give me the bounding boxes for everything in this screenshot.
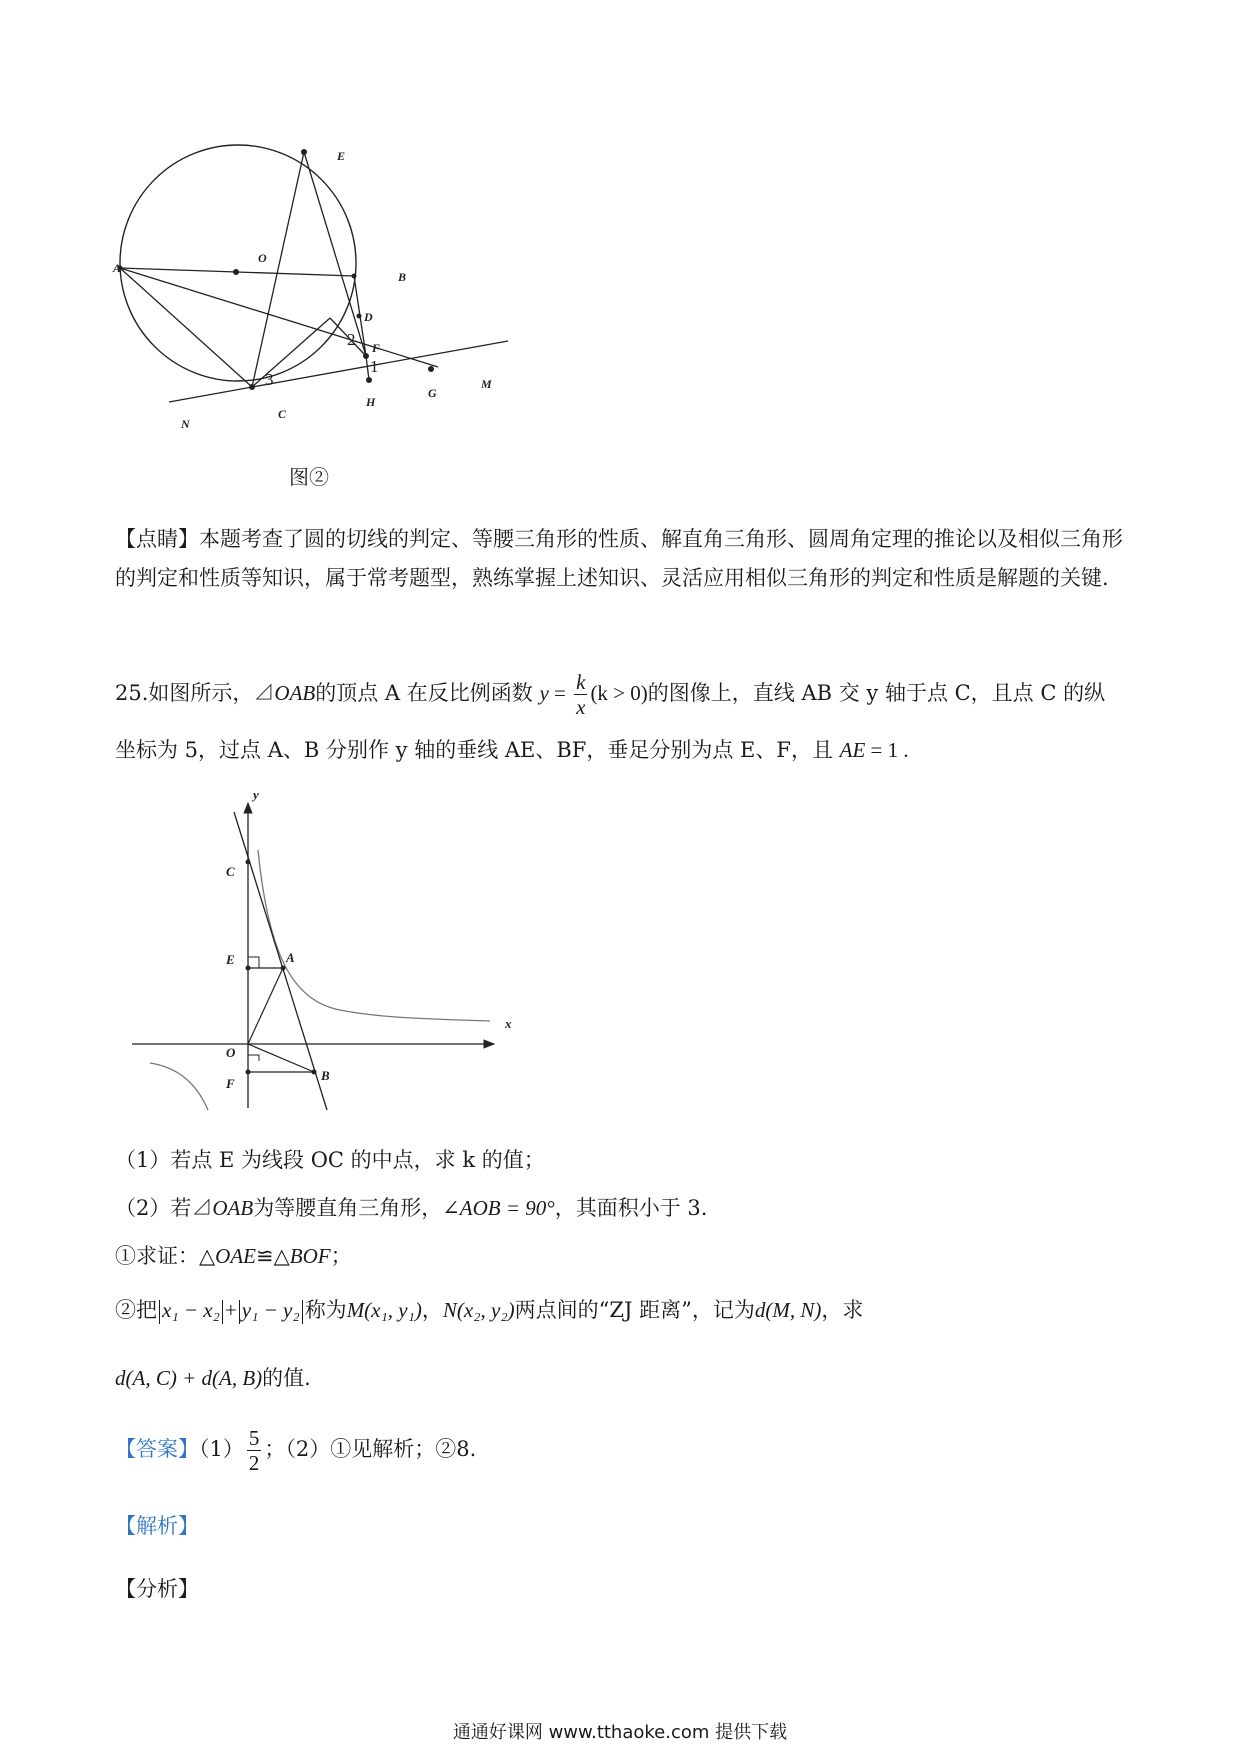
graph-label-c: C [226,864,235,879]
label-c: C [278,407,287,421]
label-m: M [481,377,492,391]
sub2-text-d: 两点间的“ZJ 距离”，记为 [514,1298,755,1322]
sub1-congruent: ≌ [255,1244,274,1268]
q25-line1 [115,670,1105,719]
sub1-text-b: ； [330,1244,352,1268]
sub1-bof: BOF [289,1244,331,1268]
dianjing-text: 本题考查了圆的切线的判定、等腰三角形的性质、解直角三角形、圆周角定理的推论以及相似三角形的判定和性质等知识，属于常考题型，熟练掌握上述知识、灵活应用相似三角形的判定和性质是解题的关键. [115,527,1123,590]
answer-part2: ；（2）①见解析；②8. [264,1437,477,1461]
q25-ae-value: = 1 . [865,738,909,762]
label-h: H [366,395,376,409]
sub2-expression: d(A, C) + d(A, B) [115,1366,263,1390]
part-2-sub-2-line2 [115,1362,311,1392]
part2-text-b: 为等腰直角三角形， [253,1196,443,1220]
part-2-sub-2 [115,1294,863,1324]
q25-func-y: y [539,681,549,705]
sub2-dmn: d(M, N) [754,1298,822,1322]
q25-text2: 的图像上，直线 AB 交 y 轴于点 C，且点 C 的纵 [647,681,1106,705]
label-n: N [181,417,190,431]
part2-tri-symbol: ⊿ [191,1196,213,1220]
right-angle-o [248,1055,259,1061]
axis-label-y: y [253,787,259,802]
part-1: （1）若点 E 为线段 OC 的中点，求 k 的值； [115,1148,545,1172]
part-2 [115,1192,707,1222]
label-o: O [258,251,267,265]
answer-fraction [247,1426,262,1475]
answer-part1: （1） [199,1437,244,1461]
segment-oa [248,968,283,1044]
q25-cond: (k > 0) [590,681,648,705]
sub2-text-c: ， [421,1298,443,1322]
answer-frac-num: 5 [248,1426,260,1450]
q25-lead: 25.如图所示， [115,681,254,705]
part-2-sub-1 [115,1240,352,1270]
q25-text1: 的顶点 A 在反比例函数 [315,681,533,705]
sub2-text-f: 的值. [262,1366,311,1390]
sub1-triangle-2: △ [273,1244,290,1268]
part2-angle: ∠AOB = 90° [442,1196,555,1220]
figure-circle-geometry [100,130,520,470]
graph-label-o: O [226,1045,236,1060]
sub2-point-m: M(x₁, y₁) [346,1298,422,1322]
sub1-text-a: ①求证： [115,1244,199,1268]
label-a: A [113,261,122,275]
sub1-triangle-1: △ [199,1244,216,1268]
graph-label-e: E [226,952,235,967]
segment-ob [248,1044,314,1072]
sub2-text-e: ，求 [821,1298,864,1322]
label-g: G [428,386,437,400]
label-b: B [398,270,407,284]
sub1-oae: OAE [215,1244,256,1268]
q25-line2-text: 坐标为 5，过点 A、B 分别作 y 轴的垂线 AE、BF，垂足分别为点 E、F，且 [115,738,833,762]
circle-o [120,145,356,381]
jiexi-heading: 【解析】 [115,1514,199,1538]
part2-text-a: （2）若 [115,1196,192,1220]
answer-frac-den: 2 [248,1451,260,1475]
sub2-abs-2: y₁ − y₂ [241,1298,300,1322]
q25-frac-num: k [576,670,586,694]
label-f: F [372,341,381,355]
q25-line2 [115,734,909,764]
sub2-abs-1: x₁ − x₂ [162,1298,220,1322]
dianjing-tag: 【点睛】 [115,527,199,551]
part2-tri-name: OAB [212,1196,254,1220]
q25-ae: AE [839,738,866,762]
graph-label-f: F [226,1076,235,1091]
graph-label-a: A [286,950,295,965]
label-e: E [337,149,346,163]
q25-tri-name: OAB [274,681,316,705]
q25-fraction [574,670,587,719]
sub2-text-b: 称为 [304,1298,347,1322]
answer-tag: 【答案】 [115,1437,199,1461]
answer-line [115,1426,476,1475]
hyperbola-branch-1 [258,850,490,1021]
figure-coordinate-graph [120,785,540,1120]
page-footer: 通通好课网 www.tthaoke.com 提供下载 [452,1722,788,1743]
part2-text-c: ，其面积小于 3. [554,1196,708,1220]
label-d: D [364,310,373,324]
sub2-point-n: N(x₂, y₂) [442,1298,515,1322]
q25-eq: = [548,681,572,705]
graph-label-b: B [321,1068,330,1083]
q25-frac-den: x [576,695,586,719]
hyperbola-branch-2 [150,1063,208,1110]
dianjing-paragraph [115,520,1130,598]
angle-label-3: 3 [265,370,274,389]
figure2-caption: 图② [289,465,329,489]
angle-label-2: 2 [347,330,356,349]
sub2-text-a: ②把 [115,1298,157,1322]
sub2-plus: + [224,1298,237,1322]
axis-label-x: x [505,1016,512,1031]
fenxi-heading: 【分析】 [115,1577,199,1601]
q25-tri-symbol: ⊿ [253,681,275,705]
angle-label-1: 1 [370,357,379,376]
